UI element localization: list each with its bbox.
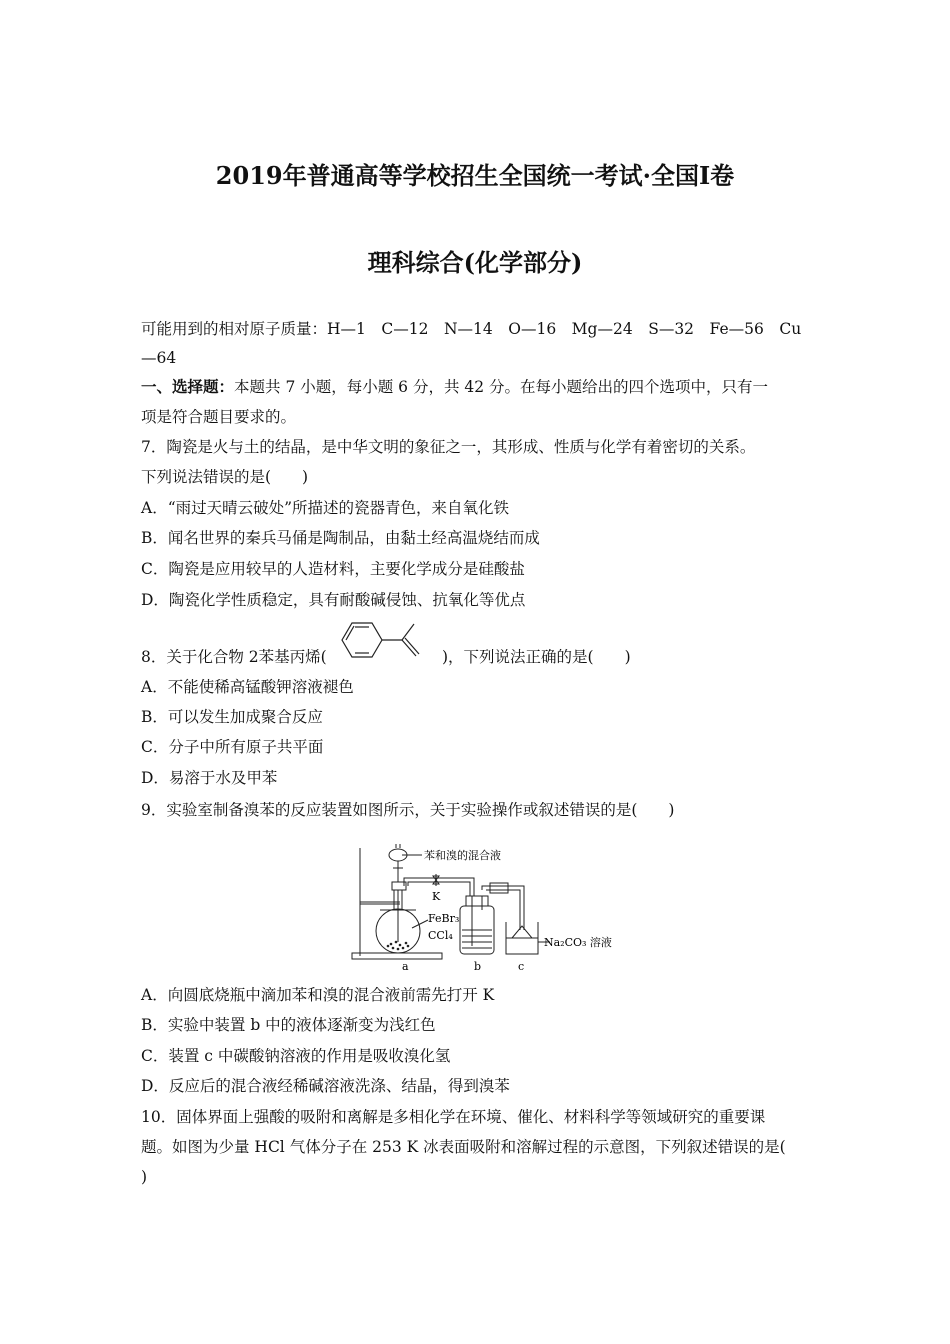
q7-option-b: B．闻名世界的秦兵马俑是陶制品，由黏土经高温烧结而成 xyxy=(141,529,540,547)
q7-option-a: A．“雨过天晴云破处”所描述的瓷器青色，来自氧化铁 xyxy=(141,499,510,517)
fig-label-na2co3: Na₂CO₃ 溶液 xyxy=(544,936,612,949)
q10-stem-1: 10．固体界面上强酸的吸附和离解是多相化学在环境、催化、材料科学等领域研究的重要课 xyxy=(141,1108,766,1126)
fig-label-febr3: FeBr₃ xyxy=(428,912,460,925)
q7-stem-2: 下列说法错误的是( ) xyxy=(141,468,309,486)
fig-label-b: b xyxy=(474,960,482,973)
q9-option-c: C．装置 c 中碳酸钠溶液的作用是吸收溴化氢 xyxy=(141,1047,451,1065)
exam-title: 2019年普通高等学校招生全国统一考试·全国Ⅰ卷 xyxy=(215,161,735,190)
fig-label-mixture: 苯和溴的混合液 xyxy=(424,849,501,862)
q10-stem-2: 题。如图为少量 HCl 气体分子在 253 K 冰表面吸附和溶解过程的示意图，下列叙述错误的是( xyxy=(141,1138,786,1156)
q9-option-a: A．向圆底烧瓶中滴加苯和溴的混合液前需先打开 K xyxy=(141,986,495,1004)
2-phenylpropene-structure xyxy=(330,618,442,664)
fig-label-k: K xyxy=(432,890,441,903)
bromobenzene-apparatus-figure xyxy=(340,838,620,974)
fig-label-a: a xyxy=(402,960,409,973)
q8-stem-left: 8．关于化合物 2苯基丙烯( xyxy=(141,648,327,666)
exam-subtitle: 理科综合(化学部分) xyxy=(367,248,583,277)
q9-option-b: B．实验中装置 b 中的液体逐渐变为浅红色 xyxy=(141,1016,436,1034)
section-1-desc: 本题共 7 小题，每小题 6 分，共 42 分。在每小题给出的四个选项中，只有一 xyxy=(234,378,769,396)
q8-option-a: A．不能使稀高锰酸钾溶液褪色 xyxy=(141,678,354,696)
section-1-heading: 一、选择题： xyxy=(141,377,235,396)
fig-label-c: c xyxy=(518,960,525,973)
q9-stem: 9．实验室制备溴苯的反应装置如图所示，关于实验操作或叙述错误的是( ) xyxy=(141,801,675,819)
q10-stem-3: ) xyxy=(141,1168,148,1186)
q9-option-d: D．反应后的混合液经稀碱溶液洗涤、结晶，得到溴苯 xyxy=(141,1077,510,1095)
q7-option-c: C．陶瓷是应用较早的人造材料，主要化学成分是硅酸盐 xyxy=(141,560,525,578)
q8-option-b: B．可以发生加成聚合反应 xyxy=(141,708,323,726)
q8-option-c: C．分子中所有原子共平面 xyxy=(141,738,324,756)
q8-stem-right: )，下列说法正确的是( ) xyxy=(442,648,631,666)
q7-stem-1: 7．陶瓷是火与土的结晶，是中华文明的象征之一，其形成、性质与化学有着密切的关系。 xyxy=(141,438,756,456)
atomic-masses-line-1: 可能用到的相对原子质量：H—1 C—12 N—14 O—16 Mg—24 S—32 Fe—56 Cu xyxy=(141,320,802,338)
fig-label-ccl4: CCl₄ xyxy=(428,929,453,942)
q7-option-d: D．陶瓷化学性质稳定，具有耐酸碱侵蚀、抗氧化等优点 xyxy=(141,591,526,609)
q8-option-d: D．易溶于水及甲苯 xyxy=(141,769,278,787)
atomic-masses-line-2: —64 xyxy=(141,349,177,367)
section-1-desc-2: 项是符合题目要求的。 xyxy=(141,408,297,426)
section-1-intro xyxy=(141,377,768,397)
